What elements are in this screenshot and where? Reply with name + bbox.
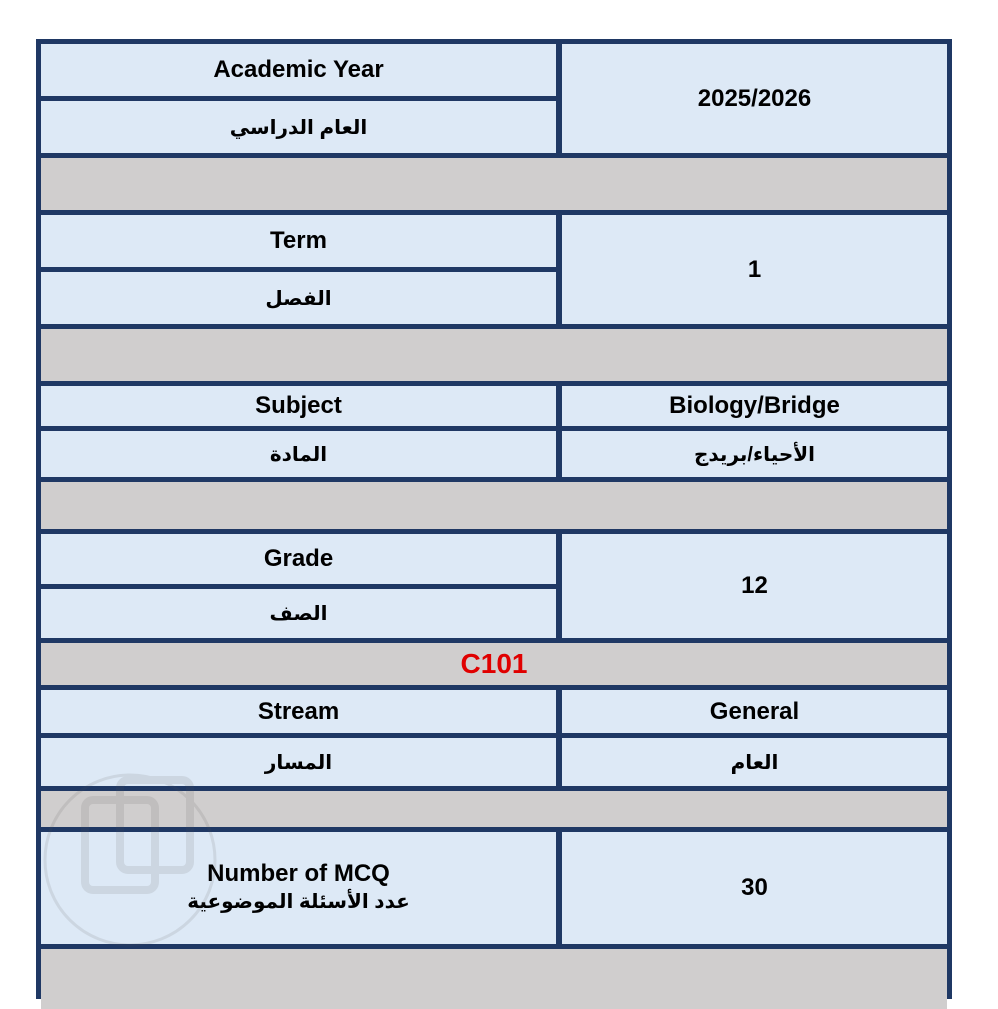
exam-info-table [36, 39, 952, 999]
academic-year-label-ar: العام الدراسي [41, 101, 556, 153]
separator-row [41, 949, 947, 1009]
term-label-en: Term [41, 215, 556, 267]
mcq-value: 30 [562, 832, 947, 944]
mcq-label-en: Number of MCQ [207, 860, 390, 887]
stream-label-en: Stream [41, 690, 556, 733]
separator-row [41, 158, 947, 210]
separator-row [41, 482, 947, 529]
term-value: 1 [562, 215, 947, 324]
subject-value-ar: الأحياء/بريدج [562, 431, 947, 477]
stream-label-ar: المسار [41, 738, 556, 786]
academic-year-value: 2025/2026 [562, 44, 947, 153]
section-code: C101 [41, 643, 947, 685]
separator-row [41, 791, 947, 827]
subject-label-en: Subject [41, 386, 556, 426]
grade-label-ar: الصف [41, 589, 556, 638]
mcq-label-ar: عدد الأسئلة الموضوعية [187, 891, 410, 913]
grade-value: 12 [562, 534, 947, 638]
grade-label-en: Grade [41, 534, 556, 584]
mcq-label [41, 832, 556, 944]
stream-value-ar: العام [562, 738, 947, 786]
stream-value-en: General [562, 690, 947, 733]
academic-year-label-en: Academic Year [41, 44, 556, 96]
subject-value-en: Biology/Bridge [562, 386, 947, 426]
separator-row [41, 329, 947, 381]
term-label-ar: الفصل [41, 272, 556, 324]
subject-label-ar: المادة [41, 431, 556, 477]
